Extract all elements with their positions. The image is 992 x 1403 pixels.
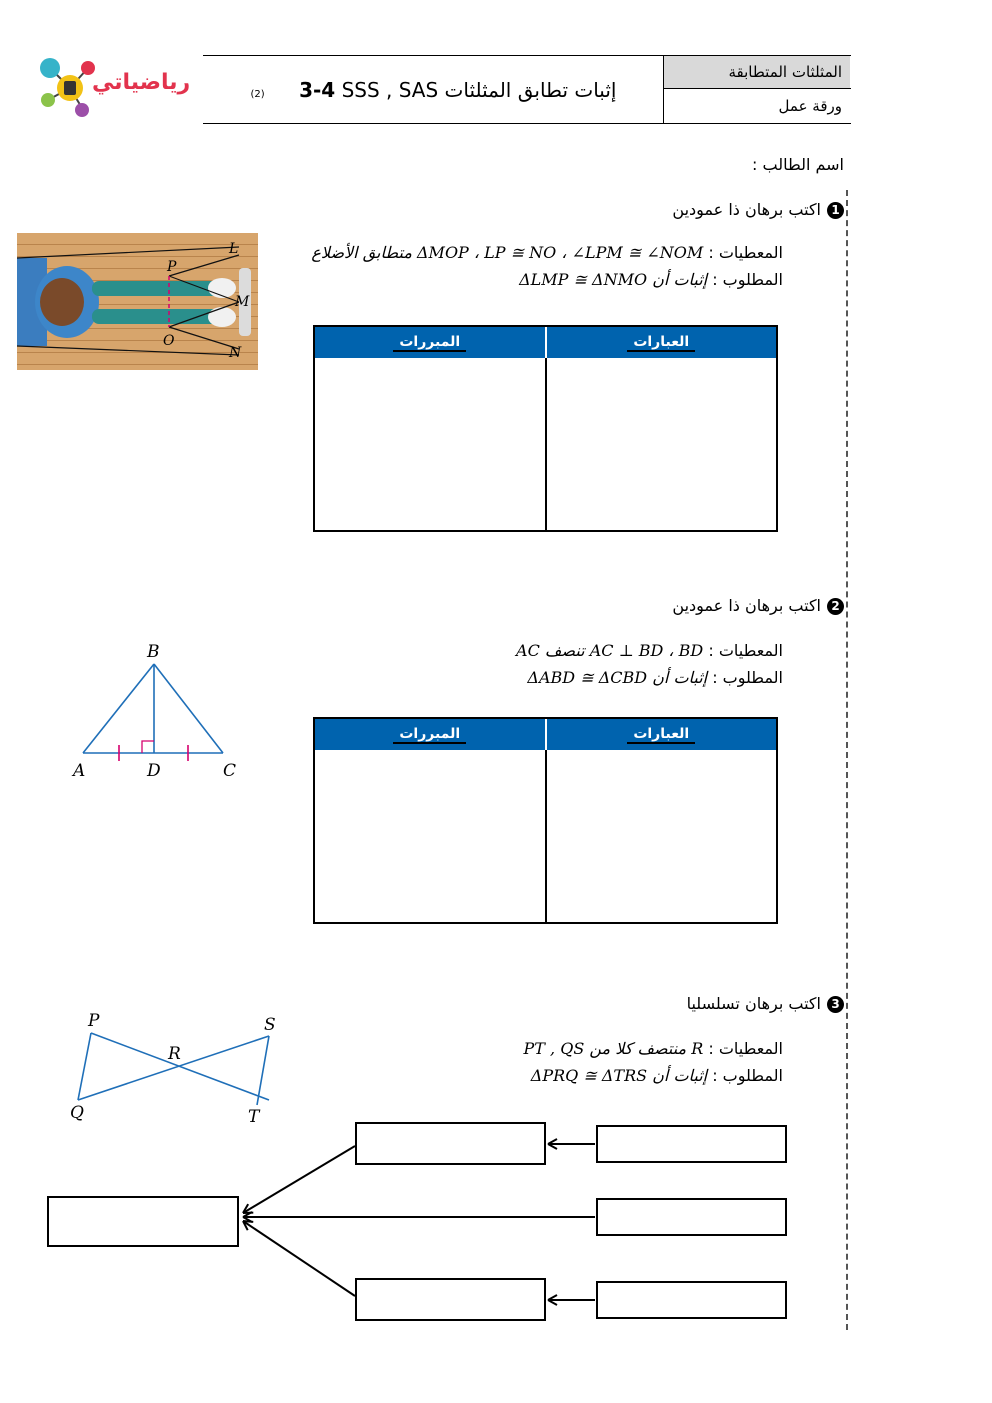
q2-required-text: إثبات أن ΔABD ≅ ΔCBD (527, 668, 708, 687)
q1-required-label: المطلوب : (712, 270, 783, 289)
q3-label-R: R (168, 1044, 181, 1064)
q1-required (519, 270, 783, 289)
flow-box-bottom-result[interactable] (355, 1278, 546, 1321)
q3-required (531, 1066, 783, 1085)
q2-statements-cell[interactable] (547, 750, 777, 922)
q2-table-header (315, 719, 776, 750)
q1-figure (17, 233, 258, 370)
logo-text: رياضياتي (92, 70, 191, 95)
q1-instruction: اكتب برهان ذا عمودين (672, 200, 821, 219)
unit-title: المثلثات المتطابقة (664, 56, 850, 88)
q2-heading (672, 596, 844, 615)
flow-box-top-given[interactable] (596, 1125, 787, 1163)
q2-proof-table (313, 717, 778, 924)
q3-label-S: S (264, 1015, 276, 1035)
q3-heading (687, 994, 844, 1013)
flow-box-conclusion[interactable] (47, 1196, 239, 1247)
q3-label-P: P (88, 1011, 100, 1031)
q1-label-M: M (235, 294, 250, 310)
q1-required-text: إثبات أن ΔLMP ≅ ΔNMO (519, 270, 708, 289)
q3-given (524, 1039, 784, 1058)
worksheet-type: ورقة عمل (778, 97, 842, 115)
q2-given-label: المعطيات : (708, 641, 783, 660)
q1-given (311, 243, 783, 262)
q2-reasons-cell[interactable] (315, 750, 547, 922)
q2-col-reasons: المبررات (315, 719, 547, 750)
header-mid-rule (663, 88, 851, 89)
q1-label-P: P (167, 259, 177, 275)
q1-bullet: 1 (827, 202, 844, 219)
q2-label-A: A (73, 761, 86, 781)
q1-col-reasons: المبررات (315, 327, 547, 358)
q2-label-B: B (147, 642, 160, 662)
q1-given-label: المعطيات : (708, 243, 783, 262)
q1-statements-cell[interactable] (547, 358, 777, 530)
lesson-title-text: إثبات تطابق المثلثات SSS , SAS (341, 78, 617, 102)
q2-instruction: اكتب برهان ذا عمودين (672, 596, 821, 615)
q2-given-text: AC ⊥ BD ، BD تنصف AC (516, 641, 704, 660)
student-name-label: اسم الطالب : (752, 155, 844, 174)
q3-required-text: إثبات أن ΔPRQ ≅ ΔTRS (530, 1066, 708, 1085)
q2-triangle-figure (65, 638, 255, 788)
lesson-part: (2) (250, 89, 265, 100)
q3-label-Q: Q (70, 1103, 84, 1123)
q3-bullet: 3 (827, 996, 844, 1013)
q1-label-O: O (163, 333, 175, 349)
lesson-title (205, 66, 662, 114)
q1-given-text: ΔMOP ، LP ≅ NO ، ∠LPM ≅ ∠NOM متطابق الأضلاع (311, 243, 704, 262)
q1-label-L: L (229, 241, 239, 257)
lesson-number: 3-4 (299, 78, 336, 102)
q1-reasons-cell[interactable] (315, 358, 547, 530)
q3-given-label: المعطيات : (708, 1039, 783, 1058)
q2-label-D: D (147, 761, 161, 781)
q3-required-label: المطلوب : (712, 1066, 783, 1085)
q1-heading (672, 200, 844, 219)
flow-box-mid-given[interactable] (596, 1198, 787, 1236)
q3-label-T: T (248, 1107, 260, 1127)
q1-label-N: N (229, 345, 242, 361)
q2-label-C: C (223, 761, 237, 781)
flow-box-top-result[interactable] (355, 1122, 546, 1165)
q1-table-header (315, 327, 776, 358)
q2-required (527, 668, 783, 687)
q3-given-text: R منتصف كلا من PT , QS (523, 1039, 704, 1058)
q1-proof-table (313, 325, 778, 532)
q2-required-label: المطلوب : (712, 668, 783, 687)
q2-bullet: 2 (827, 598, 844, 615)
q3-instruction: اكتب برهان تسلسليا (686, 994, 821, 1013)
flow-box-bottom-given[interactable] (596, 1281, 787, 1319)
q2-col-statements: العبارات (547, 719, 777, 750)
q1-figure-photo (17, 233, 258, 370)
q1-col-statements: العبارات (547, 327, 777, 358)
header-bottom-rule (203, 123, 851, 124)
q2-given (516, 641, 783, 660)
site-logo (30, 50, 191, 122)
